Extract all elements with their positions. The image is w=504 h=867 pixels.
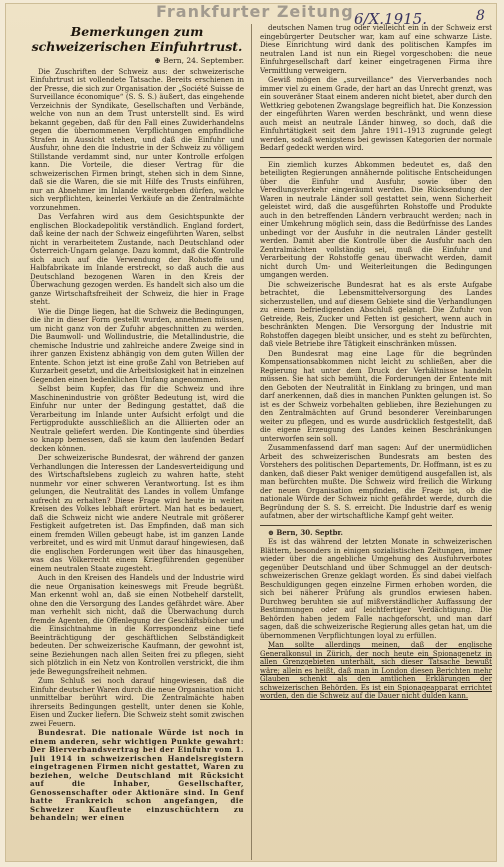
right-top-paragraph-2: Gewiß mögen die „surveillance“ des Vierverbandes noch immer viel zu einem Grade, der hart an das Unrecht grenzt, was ein souveräner Staat einem anderen nicht bietet, aber durch den Wettkrieg gebotenen Zwangslage begreiflich hat. Die Konzession der eingeführten Waren werden beschränkt, und wenn diese auch meist an neutrale Länder hinweg, so doch, daß die Einfuhrtätigkeit seit dem Jahre 1911–1913 zugrunde gelegt werden, sodaß wenigstens bei gewissen Kategorien der normale Bedarf gedeckt werden wird.: [260, 76, 492, 152]
left-paragraph-4: Selbst beim Kupfer, das für die Schweiz und ihre Maschinenindustrie von größter Bedeutung ist, wird die Einfuhr nur unter der Bedingung gestattet, daß die Verarbeitung im Inlande unter Aufsicht erfolgt und die Fertigprodukte ausschließlich an die Alliierten oder an Neutrale geliefert werden. Die Kontingente sind überdies so knapp bemessen, daß sie kaum den laufenden Bedarf decken können.: [30, 385, 244, 453]
left-column: [30, 24, 244, 860]
second-dateline-text: Bern, 30. Septbr.: [276, 527, 343, 537]
column-divider: [251, 24, 252, 860]
article-dateline: ⊕ Bern, 24. September.: [154, 56, 244, 65]
right-bottom-paragraph-2: Man sollte allerdings meinen, daß der englische Generalkonsul in Zürich, der noch heute ein Spionagenetz in allen Grenzgebieten unterhält, sich dieser Tatsache bewußt wäre; allein es heißt, daß man in London diesen Berichten mehr Glauben schenkt als den amtlichen Erklärungen der schweizerischen Behörden. Es ist ein Spionageapparat errichtet worden, den die Schweiz auf die Dauer nicht dulden kann.: [260, 641, 492, 700]
right-mid-paragraph-3: Den Bundesrat mag eine Lage für die begründen Kompensationsabkommen nicht leicht zu schließen, aber die Regierung hat unter dem Druck der Verhältnisse handeln müssen. Sie hat sich bemüht, die Forderungen der Entente mit den Geboten der Neutralität in Einklang zu bringen, und man darf anerkennen, daß dies in manchen Punkten gelungen ist. So ist es der Schweiz vorbehalten geblieben, ihre Beziehungen zu den Zentralmächten auf Grund besonderer Vereinbarungen weiter zu pflegen, und es wurde ausdrücklich festgestellt, daß die eigene Erzeugung des Landes keinen Beschränkungen unterworfen sein soll.: [260, 349, 492, 443]
left-paragraph-3: Wie die Dinge liegen, hat die Schweiz die Bedingungen, die ihr in dieser Form gestellt wurden, annehmen müssen, um nicht ganz von der Zufuhr abgeschnitten zu werden. Die Baumwoll- und Wollindustrie, die Metallindustrie, die chemische Industrie und zahlreiche andere Zweige sind in ihrer ganzen Existenz abhängig von dem guten Willen der Entente. Schon jetzt ist eine große Zahl von Betrieben auf Kurzarbeit gesetzt, und die Arbeitslosigkeit hat in einzelnen Gegenden einen bedenklichen Umfang angenommen.: [30, 307, 244, 384]
section-rule-2: [260, 525, 492, 526]
right-mid-paragraph-4: Zusammenfassend darf man sagen: Auf der unermüdlichen Arbeit des schweizerischen Bundesrats am besten des Vorstehers des politischen Departements, Dr. Hoffmann, ist es zu danken, daß dieser Pakt weniger demütigend ausgefallen ist, als man befürchten mußte. Die Schweiz wird freilich die Wirkung der neuen Organisation empfinden, die Frage ist, ob die nationale Würde der Schweiz nicht gefährdet werde, durch die Begründung der S. S. S. erreicht. Die Industrie darf es wenig aufatmen, aber der wirtschaftliche Kampf geht weiter.: [260, 444, 492, 520]
newspaper-clipping: [6, 4, 496, 861]
right-mid-paragraph-2: Die schweizerische Bundesrat hat es als erste Aufgabe betrachtet, die Lebensmittelversorgung des Landes sicherzustellen, und auf diesem Gebiete sind die Verhandlungen zu einem befriedigenden Abschluß gelangt. Die Zufuhr von Getreide, Reis, Zucker und Fetten ist gesichert, wenn auch in beschränkten Mengen. Die Versorgung der Industrie mit Rohstoffen dagegen bleibt unsicher, und es steht zu befürchten, daß viele Betriebe ihre Tätigkeit einschränken müssen.: [260, 280, 492, 348]
dateline-text: Bern, 24. September.: [163, 56, 244, 65]
left-paragraph-7: Zum Schluß sei noch darauf hingewiesen, daß die Einfuhr deutscher Waren durch die neue Organisation nicht unmittelbar berührt wird. Die Zentralmächte haben ihrerseits Bedingungen gestellt, unter denen sie Kohle, Eisen und Zucker liefern. Die Schweiz steht somit zwischen zwei Feuern.: [30, 677, 244, 728]
section-rule: [260, 157, 492, 158]
right-column: [260, 24, 492, 860]
second-dateline: ⊕ Bern, 30. Septbr.: [268, 527, 343, 537]
article-headline: Bemerkungen zum schweizerischen Einfuhrtrust.: [31, 24, 243, 54]
left-paragraph-6: Auch in den Kreisen des Handels und der Industrie wird die neue Organisation keineswegs mit Freude begrüßt. Man erkennt wohl an, daß sie einen Notbehelf darstellt, ohne den die Versorgung des Landes gefährdet wäre. Aber man verhehlt sich nicht, daß die Überwachung durch fremde Agenten, die Offenlegung der Geschäftsbücher und die Einsichtnahme in die Korrespondenz eine tiefe Beeinträchtigung der geschäftlichen Selbständigkeit bedeuten. Der schweizerische Kaufmann, der gewohnt ist, seine Beziehungen nach allen Seiten frei zu pflegen, sieht sich plötzlich in ein Netz von Kontrollen verstrickt, die ihm jede Bewegungsfreiheit nehmen.: [30, 574, 244, 676]
handwritten-date: 6/X.1915.: [354, 10, 427, 28]
left-paragraph-1: Die Zuschriften der Schweiz aus: der schweizerische Einfuhrtrust ist vollendete Tatsache. Bereits erschienen in der Presse, die sich zur Organisation der „Société Suisse de Surveillance économique“ (S. S. S.) äußert, das eingehende Verzeichnis der Syndikate, Gesellschaften und Verbände, welche von nun an dem Trust unterstellt sind. Es wird bekannt gegeben, daß für den Fall eines Zuwiderhandelns gegen die übernommenen Verpflichtungen empfindliche Strafen in Aussicht stehen, und daß die Einfuhr und Ausfuhr, ohne den die Industrie in der Schweiz zu völligem Stillstande verdammt sind, nur unter Kontrolle erfolgen kann. Die Vorteile, die dieser Vertrag für die schweizerischen Firmen bringt, stehen sich in dem Sinne, daß sie die Waren, die sie mit Hilfe des Trusts einführen, nur an Abnehmer im Inlande weitergeben dürfen, welche sich verpflichten, keinerlei Verkäufe an die Zentralmächte vorzunehmen.: [30, 67, 244, 212]
right-mid-paragraph-1: Ein ziemlich kurzes Abkommen bedeutet es, daß den beteiligten Regierungen annähernde politische Entscheidungen über die Einfuhr und Ausfuhr, sowie über den Veredlungsverkehr eingeräumt werden. Die Rücksendung der Waren in neutrale Länder soll gestattet sein, wenn Sicherheit geleistet wird, daß die ausgeführten Rohstoffe und Produkte auch in den betreffenden Ländern verbraucht werden; nach in einer Umkehrung möglich sein, dass die Bedürfnisse des Landes unbedingt vor der Ausfuhr in die neutralen Länder gestellt werden. Damit aber die Kontrolle über die Ausfuhr nach den Zentralmächten vollständig sei, muß die Einfuhr und Verarbeitung der Rohstoffe genau überwacht werden, damit nicht durch Um- und Weiterleitungen die Bedingungen umgangen werden.: [260, 160, 492, 279]
page-number: 8: [476, 8, 485, 24]
masthead: Frankfurter Zeitung: [156, 2, 354, 21]
right-top-paragraph-1: deutschen Namen trug oder vielleicht ein in der Schweiz erst eingebürgerter Deutscher war, kam auf eine schwarze Liste. Diese Einrichtung wird dank des politischen Kampfes im neutralen Land ist nun ein Riegel vorgeschoben: die neue Einfuhrgesellschaft darf keiner eingetragenen Firma ihre Vermittlung verweigern.: [260, 24, 492, 75]
left-paragraph-5: Der schweizerische Bundesrat, der während der ganzen Verhandlungen die Interessen der Landesverteidigung und des Wirtschaftslebens zugleich zu wahren hatte, steht nunmehr vor einer schweren Verantwortung. Ist es ihm gelungen, die Neutralität des Landes in vollem Umfange aufrecht zu erhalten? Diese Frage wird heute in weiten Kreisen des Volkes lebhaft erörtert. Man hat es bedauert, daß die Schweiz nicht wie andere Neutrale mit größerer Festigkeit aufgetreten ist. Das Empfinden, daß man sich einem fremden Willen gebeugt habe, ist im ganzen Lande verbreitet, und es wird mit Unmut darauf hingewiesen, daß die englischen Forderungen weit über das hinausgehen, was das Völkerrecht einem Kriegführenden gegenüber einem neutralen Staate zugesteht.: [30, 454, 244, 573]
left-paragraph-2: Das Verfahren wird aus dem Gesichtspunkte der englischen Blockadepolitik verständlich. England fordert, daß keine der nach der Schweiz eingeführten Waren, selbst nicht in verarbeitetem Zustande, nach Deutschland oder Österreich-Ungarn gelange. Dazu kommt, daß die Kontrolle sich auch auf die Verwendung der Rohstoffe und Halbfabrikate im Inlande erstreckt, so daß auch die aus Deutschland bezogenen Waren in den Kreis der Überwachung gezogen werden. Es handelt sich also um die ganze Wirtschaftsfreiheit der Schweiz, die hier in Frage steht.: [30, 213, 244, 306]
left-paragraph-8: Bundesrat. Die nationale Würde ist noch in einem anderen, sehr wichtigen Punkte gewahrt: Der Bierverbandsvertrag bei der Einfuhr vom 1. Juli 1914 in schweizerischen Handelsregistern eingetragenen Firmen nicht gestattet, Waren zu beziehen, welche Deutschland mit Rücksicht auf die Inhaber, Gesellschafter, Genossenschafter oder Aktionäre sind. In Genf hatte Frankreich schon angefangen, die Schweizer Kaufleute einzuschüchtern zu behandeln; wer einen: [30, 728, 244, 822]
right-bottom-paragraph-1: Es ist das während der letzten Monate in schweizerischen Blättern, besonders in einigen sozialistischen Zeitungen, immer wieder über die angebliche Umgehung des Ausfuhrverbotes gegenüber Deutschland und über Schmuggel an der deutsch-schweizerischen Grenze geklagt worden. Es sind dabei vielfach Beschuldigungen gegen einzelne Firmen erhoben worden, die sich bei näherer Prüfung als grundlos erwiesen haben. Durchweg beruhten sie auf mißverständlicher Auffassung der Bestimmungen oder auf leichtfertiger Verdächtigung. Die Behörden haben jedem Falle nachgeforscht, und man darf sagen, daß die schweizerische Regierung alles getan hat, um die übernommenen Verpflichtungen loyal zu erfüllen.: [260, 538, 492, 640]
